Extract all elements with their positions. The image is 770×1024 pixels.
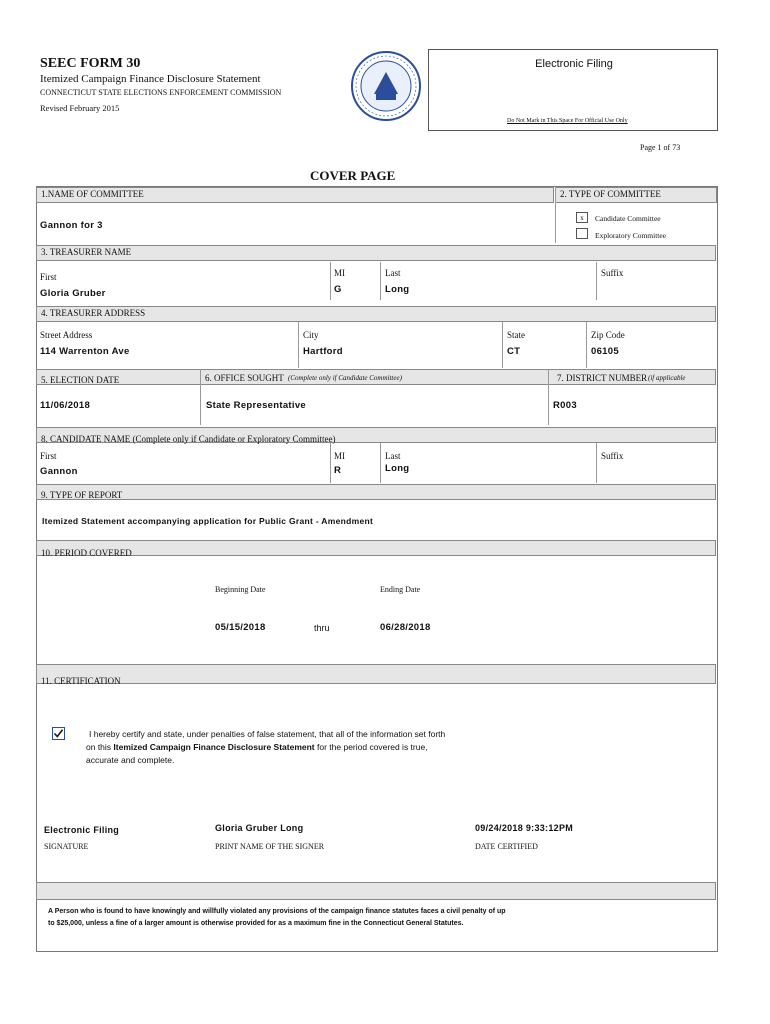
district-number: R003	[553, 400, 577, 411]
section-9-header: 9. TYPE OF REPORT	[36, 484, 716, 500]
report-type: Itemized Statement accompanying application for Public Grant - Amendment	[42, 516, 374, 526]
exploratory-committee-checkbox[interactable]	[576, 228, 588, 239]
street-label: Street Address	[40, 330, 93, 340]
certification-line-1: I hereby certify and state, under penalties of false statement, that all of the information set forth	[89, 729, 446, 739]
city-label: City	[303, 330, 319, 340]
signer-name: Gloria Gruber Long	[215, 823, 304, 833]
penalty-line-1: A Person who is found to have knowingly and willfully violated any provisions of the campaign finance statutes faces a civil penalty of up	[48, 908, 506, 915]
section-10-header: 10. PERIOD COVERED	[36, 540, 716, 556]
election-date-label: 5. ELECTION DATE	[41, 375, 120, 385]
form-title: SEEC FORM 30	[40, 56, 141, 71]
street-address: 114 Warrenton Ave	[40, 346, 130, 357]
candidate-committee-checkbox[interactable]: x	[576, 212, 588, 223]
candidate-last-label: Last	[385, 451, 401, 461]
zip-label: Zip Code	[591, 330, 625, 340]
state: CT	[507, 346, 521, 357]
treasurer-mi: G	[334, 284, 342, 295]
cover-page-title: COVER PAGE	[310, 168, 396, 183]
beginning-date-label: Beginning Date	[215, 585, 266, 594]
district-number-note: (if applicable	[648, 374, 686, 382]
treasurer-last-label: Last	[385, 268, 401, 278]
section-8-header: 8. CANDIDATE NAME (Complete only if Candidate or Exploratory Committee)	[36, 427, 716, 443]
state-seal-icon	[350, 50, 422, 122]
certification-line-3: accurate and complete.	[86, 755, 175, 765]
committee-name: Gannon for 3	[40, 220, 103, 231]
treasurer-first: Gloria Gruber	[40, 288, 106, 299]
section-2-header: 2. TYPE OF COMMITTEE	[555, 187, 717, 203]
section-4-header: 4. TREASURER ADDRESS	[36, 306, 716, 322]
state-label: State	[507, 330, 525, 340]
revised-date: Revised February 2015	[40, 103, 120, 113]
section-1-header: 1.NAME OF COMMITTEE	[36, 187, 554, 203]
office-sought-note: (Complete only if Candidate Committee)	[288, 374, 402, 382]
zip-code: 06105	[591, 346, 619, 357]
office-sought-label: 6. OFFICE SOUGHT	[205, 373, 284, 383]
section-11-header: 11. CERTIFICATION	[36, 664, 716, 684]
candidate-first: Gannon	[40, 466, 78, 477]
treasurer-last: Long	[385, 284, 410, 295]
form-subtitle: Itemized Campaign Finance Disclosure Statement	[40, 73, 261, 85]
official-use-note: Do Not Mark in This Space For Official Use Only	[507, 118, 628, 124]
signer-name-label: PRINT NAME OF THE SIGNER	[215, 842, 325, 851]
penalty-line-2: to $25,000, unless a fine of a larger amount is otherwise provided for as a maximum fine in the Connecticut General Statutes.	[48, 920, 464, 927]
page-number: Page 1 of 73	[640, 143, 681, 152]
official-use-box	[428, 49, 718, 131]
certification-line-2: on this Itemized Campaign Finance Disclosure Statement for the period covered is true,	[86, 742, 428, 752]
date-certified: 09/24/2018 9:33:12PM	[475, 823, 574, 833]
candidate-first-label: First	[40, 451, 57, 461]
candidate-suffix-label: Suffix	[601, 451, 624, 461]
candidate-committee-label: Candidate Committee	[595, 214, 661, 223]
treasurer-mi-label: MI	[334, 268, 345, 278]
date-certified-label: DATE CERTIFIED	[475, 842, 538, 851]
beginning-date: 05/15/2018	[215, 622, 266, 633]
signature: Electronic Filing	[44, 825, 120, 835]
signature-label: SIGNATURE	[44, 842, 89, 851]
certify-checkbox[interactable]	[52, 727, 65, 740]
treasurer-suffix-label: Suffix	[601, 268, 624, 278]
section-3-header: 3. TREASURER NAME	[36, 245, 716, 261]
candidate-last: Long	[385, 463, 410, 474]
form-frame	[36, 186, 718, 952]
city: Hartford	[303, 346, 343, 357]
office-sought: State Representative	[206, 400, 306, 411]
ending-date-label: Ending Date	[380, 585, 421, 594]
electronic-filing-title: Electronic Filing	[535, 58, 613, 70]
agency-name: CONNECTICUT STATE ELECTIONS ENFORCEMENT COMMISSION	[40, 88, 282, 97]
candidate-mi-label: MI	[334, 451, 345, 461]
election-date: 11/06/2018	[40, 400, 91, 411]
district-number-label: 7. DISTRICT NUMBER	[557, 373, 648, 383]
bottom-bar	[36, 882, 716, 900]
exploratory-committee-label: Exploratory Committee	[595, 231, 667, 240]
ending-date: 06/28/2018	[380, 622, 431, 633]
checkmark-icon	[53, 728, 64, 739]
treasurer-first-label: First	[40, 272, 57, 282]
candidate-mi: R	[334, 465, 342, 476]
thru-label: thru	[314, 623, 330, 633]
